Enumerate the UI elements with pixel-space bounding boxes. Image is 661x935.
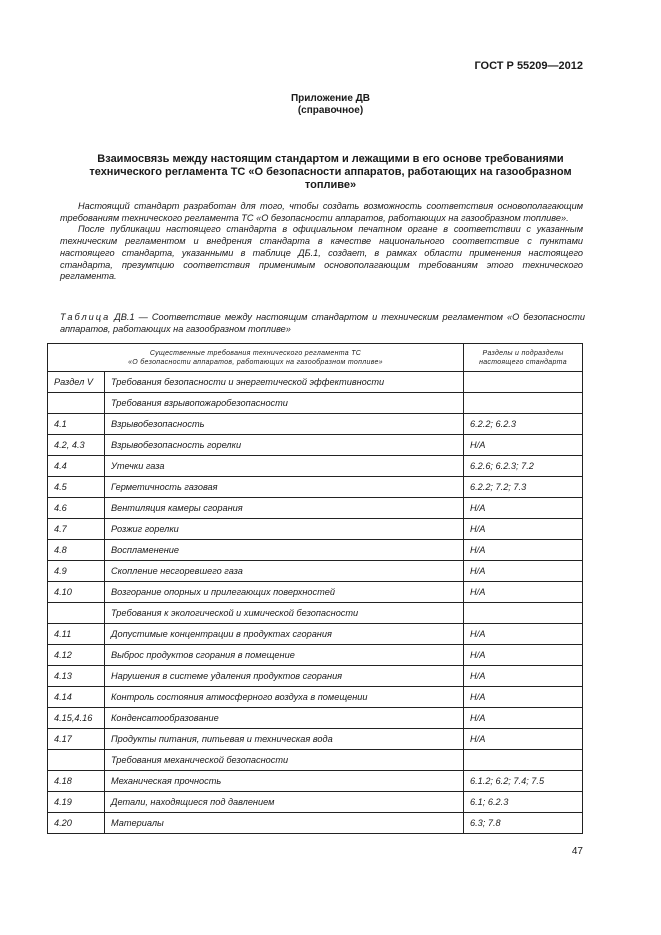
cell-standard-sections: Н/А bbox=[464, 687, 583, 708]
cell-clause-number: 4.18 bbox=[48, 771, 105, 792]
cell-standard-sections: 6.2.6; 6.2.3; 7.2 bbox=[464, 456, 583, 477]
cell-requirement: Детали, находящиеся под давлением bbox=[105, 792, 464, 813]
cell-clause-number: 4.7 bbox=[48, 519, 105, 540]
cell-clause-number: 4.1 bbox=[48, 414, 105, 435]
cell-requirement: Контроль состояния атмосферного воздуха в помещении bbox=[105, 687, 464, 708]
cell-standard-sections: Н/А bbox=[464, 435, 583, 456]
cell-standard-sections: Н/А bbox=[464, 498, 583, 519]
table-row bbox=[48, 540, 583, 561]
cell-requirement: Герметичность газовая bbox=[105, 477, 464, 498]
cell-clause-number: 4.20 bbox=[48, 813, 105, 834]
table-row bbox=[48, 372, 583, 393]
page-title-line: топливе» bbox=[304, 179, 357, 191]
cell-standard-sections: 6.3; 7.8 bbox=[464, 813, 583, 834]
annex-heading bbox=[0, 93, 661, 117]
cell-clause-number: 4.14 bbox=[48, 687, 105, 708]
cell-standard-sections bbox=[464, 372, 583, 393]
cell-standard-sections: Н/А bbox=[464, 729, 583, 750]
intro-text bbox=[60, 201, 583, 283]
cell-requirement: Требования механической безопасности bbox=[105, 750, 464, 771]
cell-clause-number: 4.2, 4.3 bbox=[48, 435, 105, 456]
cell-requirement: Требования к экологической и химической безопасности bbox=[105, 603, 464, 624]
cell-requirement: Нарушения в системе удаления продуктов сгорания bbox=[105, 666, 464, 687]
cell-requirement: Выброс продуктов сгорания в помещение bbox=[105, 645, 464, 666]
table-row bbox=[48, 666, 583, 687]
cell-requirement: Конденсатообразование bbox=[105, 708, 464, 729]
cell-clause-number: 4.19 bbox=[48, 792, 105, 813]
cell-requirement: Утечки газа bbox=[105, 456, 464, 477]
table-row bbox=[48, 645, 583, 666]
cell-clause-number: 4.8 bbox=[48, 540, 105, 561]
table-row bbox=[48, 414, 583, 435]
table-row bbox=[48, 393, 583, 414]
table-caption-label: Таблица bbox=[60, 312, 111, 322]
annex-title: Приложение ДВ bbox=[290, 93, 371, 104]
table-row bbox=[48, 792, 583, 813]
cell-requirement: Розжиг горелки bbox=[105, 519, 464, 540]
cell-clause-number bbox=[48, 750, 105, 771]
cell-clause-number: 4.4 bbox=[48, 456, 105, 477]
table-row bbox=[48, 603, 583, 624]
cell-requirement: Материалы bbox=[105, 813, 464, 834]
table-row bbox=[48, 582, 583, 603]
cell-standard-sections: 6.2.2; 6.2.3 bbox=[464, 414, 583, 435]
cell-clause-number: 4.13 bbox=[48, 666, 105, 687]
cell-clause-number: 4.15,4.16 bbox=[48, 708, 105, 729]
cell-clause-number: 4.11 bbox=[48, 624, 105, 645]
annex-subtitle: (справочное) bbox=[297, 105, 364, 116]
table-row bbox=[48, 624, 583, 645]
cell-requirement: Продукты питания, питьевая и техническая вода bbox=[105, 729, 464, 750]
cell-requirement: Требования безопасности и энергетической эффективности bbox=[105, 372, 464, 393]
cell-requirement: Возгорание опорных и прилегающих поверхностей bbox=[105, 582, 464, 603]
cell-requirement: Взрывобезопасность горелки bbox=[105, 435, 464, 456]
cell-standard-sections: Н/А bbox=[464, 624, 583, 645]
column-header-sections: Разделы и подразделы настоящего стандарта bbox=[464, 344, 583, 372]
page-title-line: технического регламента ТС «О безопасности аппаратов, работающих на газообразном bbox=[89, 166, 572, 178]
column-header-requirements: Существенные требования технического регламента ТС «О безопасности аппаратов, работающих на газообразном топливе» bbox=[48, 344, 464, 372]
cell-standard-sections: Н/А bbox=[464, 708, 583, 729]
cell-clause-number bbox=[48, 603, 105, 624]
cell-clause-number: 4.5 bbox=[48, 477, 105, 498]
cell-standard-sections bbox=[464, 603, 583, 624]
cell-clause-number: 4.6 bbox=[48, 498, 105, 519]
cell-standard-sections: 6.2.2; 7.2; 7.3 bbox=[464, 477, 583, 498]
cell-clause-number bbox=[48, 393, 105, 414]
cell-standard-sections: Н/А bbox=[464, 519, 583, 540]
cell-requirement: Взрывобезопасность bbox=[105, 414, 464, 435]
table-row bbox=[48, 813, 583, 834]
table-header-row bbox=[48, 344, 583, 372]
intro-paragraph: После публикации настоящего стандарта в официальном печатном органе в соответствии с указанным техническим регламентом и внедрения стандарта в качестве национального соответствие с пунктами настоящего стандарта, указанными в таблице ДБ.1, создает, в рамках области применения настоящего стандарта, презумпцию соответствия применимым основополагающим требованиям этого технического регламента. bbox=[60, 224, 583, 282]
cell-requirement: Вентиляция камеры сгорания bbox=[105, 498, 464, 519]
cell-standard-sections: 6.1.2; 6.2; 7.4; 7.5 bbox=[464, 771, 583, 792]
cell-requirement: Механическая прочность bbox=[105, 771, 464, 792]
cell-standard-sections: Н/А bbox=[464, 645, 583, 666]
cell-clause-number: 4.10 bbox=[48, 582, 105, 603]
cell-standard-sections: Н/А bbox=[464, 540, 583, 561]
table-row bbox=[48, 435, 583, 456]
page-title-line: Взаимосвязь между настоящим стандартом и лежащими в его основе требованиями bbox=[97, 153, 564, 165]
table-row bbox=[48, 477, 583, 498]
page-number: 47 bbox=[571, 846, 583, 857]
cell-clause-number: 4.17 bbox=[48, 729, 105, 750]
table-row bbox=[48, 498, 583, 519]
cell-requirement: Допустимые концентрации в продуктах сгорания bbox=[105, 624, 464, 645]
requirements-table bbox=[47, 343, 583, 834]
table-row bbox=[48, 771, 583, 792]
cell-standard-sections: Н/А bbox=[464, 666, 583, 687]
cell-clause-number: 4.9 bbox=[48, 561, 105, 582]
table-row bbox=[48, 456, 583, 477]
cell-standard-sections bbox=[464, 393, 583, 414]
cell-standard-sections: Н/А bbox=[464, 582, 583, 603]
cell-requirement: Требования взрывопожаробезопасности bbox=[105, 393, 464, 414]
cell-standard-sections: 6.1; 6.2.3 bbox=[464, 792, 583, 813]
page-title bbox=[70, 153, 591, 192]
table-row bbox=[48, 729, 583, 750]
cell-standard-sections bbox=[464, 750, 583, 771]
cell-clause-number: Раздел V bbox=[48, 372, 105, 393]
table-row bbox=[48, 561, 583, 582]
table-row bbox=[48, 750, 583, 771]
table-row bbox=[48, 708, 583, 729]
table-row bbox=[48, 519, 583, 540]
table-caption bbox=[60, 312, 585, 335]
cell-requirement: Скопление несгоревшего газа bbox=[105, 561, 464, 582]
intro-paragraph: Настоящий стандарт разработан для того, чтобы создать возможность соответствия основополагающим требованиям технического регламента ТС «О безопасности аппаратов, работающих на газообразном топливе». bbox=[60, 201, 583, 223]
cell-clause-number: 4.12 bbox=[48, 645, 105, 666]
document-code: ГОСТ Р 55209—2012 bbox=[474, 60, 583, 72]
table-row bbox=[48, 687, 583, 708]
cell-standard-sections: Н/А bbox=[464, 561, 583, 582]
table-caption-text: ДВ.1 — Соответствие между настоящим стандартом и техническим регламентом «О безопасности аппаратов, работающих на газообразном топливе» bbox=[60, 312, 585, 334]
cell-requirement: Воспламенение bbox=[105, 540, 464, 561]
